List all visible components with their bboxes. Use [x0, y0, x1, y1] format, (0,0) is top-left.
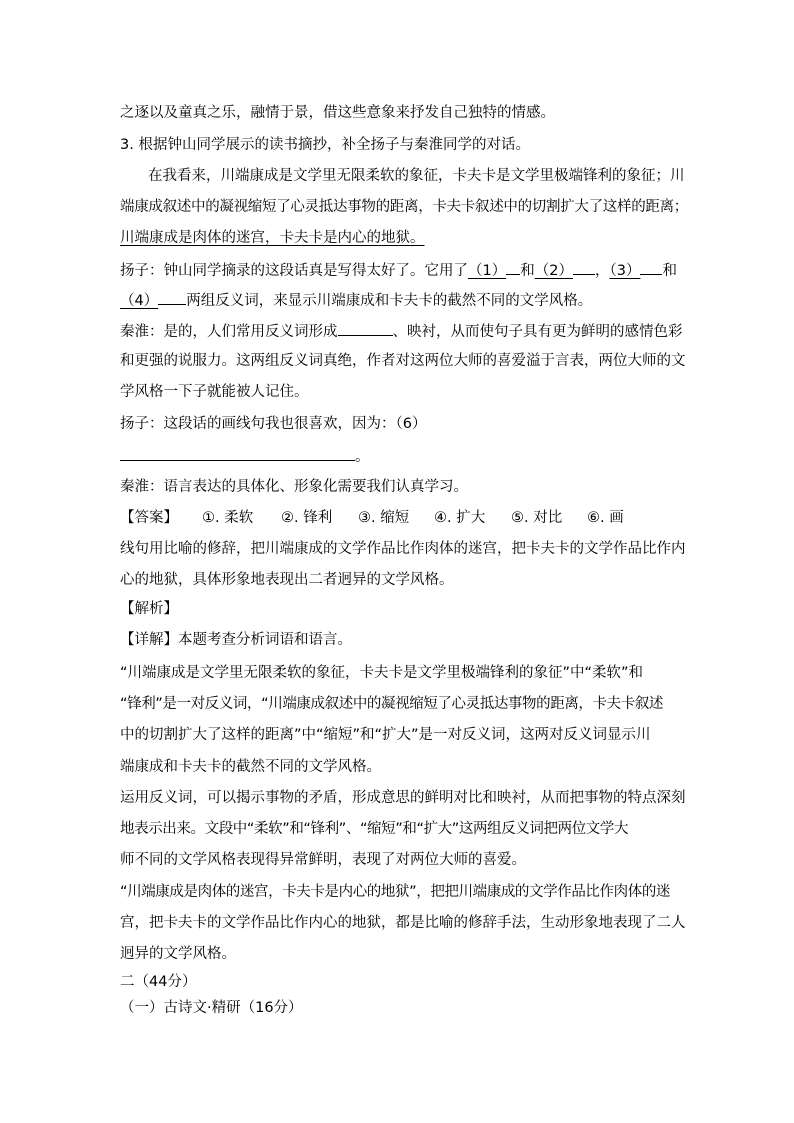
- analysis-text: 迥异的文学风格。: [120, 946, 236, 962]
- quote-line: 端康成叙述中的凝视缩短了心灵抵达事物的距离，卡夫卡叙述中的切割扩大了这样的距离；: [120, 199, 688, 215]
- analysis-text: 宫，把卡夫卡的文学作品比作内心的地狱，都是比喻的修辞手法，生动形象地表现了二人: [120, 915, 686, 931]
- answer-item: ②. 锋利: [281, 510, 333, 526]
- answer-row: [120, 509, 624, 527]
- text-line: 之逐以及童真之乐，融情于景，借这些意象来抒发自己独特的情感。: [120, 105, 555, 121]
- analysis-text: “川端康成是文学里无限柔软的象征，卡夫卡是文学里极端锋利的象征”中“柔软”和: [120, 665, 644, 681]
- blank-line: [573, 260, 595, 275]
- blank-4: （4）: [120, 293, 159, 309]
- blank-1: （1）: [468, 263, 507, 279]
- dialogue-line: [120, 321, 683, 341]
- text: 扬子：钟山同学摘录的这段话真是写得太好了。它用了: [120, 263, 468, 279]
- text: ，: [594, 263, 610, 279]
- text: 两组反义词，来显示川端康成和卡夫卡的截然不同的文学风格。: [186, 293, 593, 309]
- answer-item: ③. 缩短: [358, 510, 410, 526]
- blank-line: [506, 260, 520, 275]
- blank-2: （2）: [534, 263, 573, 279]
- text: 。: [355, 449, 370, 465]
- answer-label: 【答案】: [120, 510, 178, 526]
- dialogue-line: 和更强的说服力。这两组反义词真绝，作者对这两位大师的喜爱溢于言表，两位大师的文: [120, 353, 686, 369]
- answer-item: ④. 扩大: [434, 510, 486, 526]
- answer-item: ⑤. 对比: [511, 510, 563, 526]
- answer-item: ⑥. 画: [587, 510, 624, 526]
- analysis-text: 中的切割扩大了这样的距离”中“缩短”和“扩大”是一对反义词，这两对反义词显示川: [120, 727, 651, 743]
- blank-5: [338, 321, 393, 336]
- text: 、映衬，从而使句子具有更为鲜明的感情色彩: [392, 324, 683, 340]
- blank-line: [640, 260, 662, 275]
- answer-text: 心的地狱，具体形象地表现出二者迥异的文学风格。: [120, 572, 454, 588]
- dialogue-line: [120, 260, 677, 280]
- analysis-text: 师不同的文学风格表现得异常鲜明，表现了对两位大师的喜爱。: [120, 852, 526, 868]
- answer-line-6: [120, 446, 370, 466]
- answer-item: ①. 柔软: [202, 510, 254, 526]
- dialogue-line: [120, 290, 592, 310]
- dialogue-line: 学风格一下子就能被人记住。: [120, 384, 309, 400]
- subsection-heading: （一）古诗文·精研（16分）: [120, 1000, 303, 1016]
- analysis-text: “川端康成是肉体的迷宫，卡夫卡是内心的地狱”，把把川端康成的文学作品比作肉体的迷: [120, 884, 671, 900]
- dialogue-line: 秦淮：语言表达的具体化、形象化需要我们认真学习。: [120, 479, 468, 495]
- analysis-text: “锋利”是一对反义词，“川端康成叙述中的凝视缩短了心灵抵达事物的距离，卡夫卡叙述: [120, 696, 664, 712]
- analysis-text: 运用反义词，可以揭示事物的矛盾，形成意思的鲜明对比和映衬，从而把事物的特点深刻: [120, 790, 686, 806]
- blank-3: （3）: [609, 263, 641, 279]
- text: 和: [520, 263, 535, 279]
- analysis-heading: 【解析】: [120, 601, 178, 617]
- blank-line: [158, 290, 186, 305]
- analysis-text: 端康成和卡夫卡的截然不同的文学风格。: [120, 759, 381, 775]
- detail-heading: 【详解】本题考查分析词语和语言。: [120, 632, 352, 648]
- analysis-text: 地表示出来。文段中“柔软”和“锋利”、“缩短”和“扩大”这两组反义词把两位文学大: [120, 821, 629, 837]
- section-heading: 二（44分）: [120, 974, 197, 990]
- text: 秦淮：是的，人们常用反义词形成: [120, 324, 338, 340]
- text: 和: [662, 263, 677, 279]
- quote-line: 在我看来，川端康成是文学里无限柔软的象征，卡夫卡是文学里极端锋利的象征；川: [148, 168, 685, 184]
- dialogue-line: 扬子：这段话的画线句我也很喜欢，因为：（6）: [120, 416, 427, 432]
- question-3: 3. 根据钟山同学展示的读书摘抄，补全扬子与秦淮同学的对话。: [120, 137, 530, 153]
- underlined-sentence: 川端康成是肉体的迷宫，卡夫卡是内心的地狱。: [120, 230, 425, 246]
- answer-text: 线句用比喻的修辞，把川端康成的文学作品比作肉体的迷宫，把卡夫卡的文学作品比作内: [120, 541, 686, 557]
- blank-6: [120, 446, 355, 461]
